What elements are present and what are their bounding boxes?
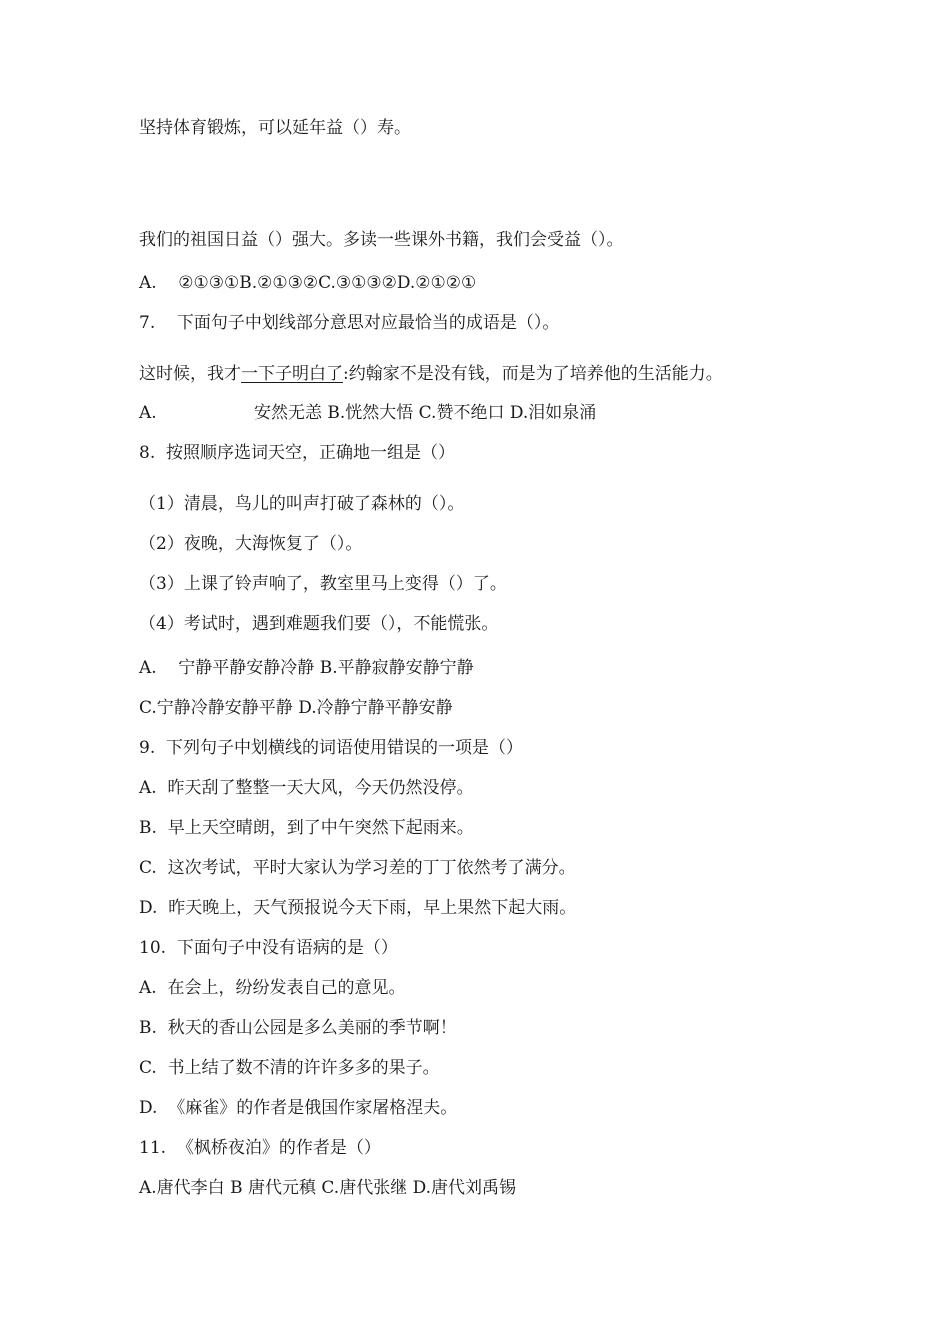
question-9: 9. 下列句子中划横线的词语使用错误的一项是（）: [139, 738, 524, 758]
underlined-phrase: 一下子明白了: [241, 364, 343, 384]
answer-option: B. 秋天的香山公园是多么美丽的季节啊！: [139, 1018, 457, 1038]
answer-options: C.宁静冷静安静平静 D.冷静宁静平静安静: [139, 698, 453, 718]
list-item: （2）夜晚，大海恢复了（）。: [139, 534, 363, 554]
answer-option: D. 《麻雀》的作者是俄国作家屠格涅夫。: [139, 1098, 458, 1118]
list-item: （3）上课了铃声响了，教室里马上变得（）了。: [139, 574, 507, 594]
answer-option: B. 早上天空晴朗，到了中午突然下起雨来。: [139, 818, 474, 838]
answer-options: A. ②①③①B.②①③②C.③①③②D.②①②①: [139, 273, 477, 293]
question-7: 7. 下面句子中划线部分意思对应最恰当的成语是（）。: [139, 313, 560, 333]
answer-option: C. 这次考试，平时大家认为学习差的丁丁依然考了满分。: [139, 858, 576, 878]
answer-option: D. 昨天晚上，天气预报说今天下雨，早上果然下起大雨。: [139, 898, 577, 918]
question-11: 11. 《枫桥夜泊》的作者是（）: [139, 1138, 381, 1158]
list-item: （4）考试时，遇到难题我们要（），不能慌张。: [139, 614, 499, 634]
list-item: （1）清晨，鸟儿的叫声打破了森林的（）。: [139, 494, 465, 514]
question-7-sentence: [139, 362, 723, 386]
question-10: 10. 下面句子中没有语病的是（）: [139, 938, 398, 958]
sentence-part: :约翰家不是没有钱，而是为了培养他的生活能力。: [343, 364, 723, 384]
answer-options: A.唐代李白 B 唐代元稹 C.唐代张继 D.唐代刘禹锡: [139, 1178, 517, 1198]
sentence-line: 坚持体育锻炼，可以延年益（）寿。: [139, 118, 411, 138]
question-8: 8. 按照顺序选词天空，正确地一组是（）: [139, 443, 456, 463]
answer-option: C. 书上结了数不清的许许多多的果子。: [139, 1058, 440, 1078]
sentence-part: 这时候，我才: [139, 364, 241, 384]
answer-option: A. 昨天刮了整整一天大风，今天仍然没停。: [139, 778, 474, 798]
answer-options: A. 安然无恙 B.恍然大悟 C.赞不绝口 D.泪如泉涌: [139, 403, 597, 423]
answer-options: A. 宁静平静安静冷静 B.平静寂静安静宁静: [139, 658, 474, 678]
answer-option: A. 在会上，纷纷发表自己的意见。: [139, 978, 406, 998]
sentence-line: 我们的祖国日益（）强大。多读一些课外书籍，我们会受益（）。: [139, 230, 624, 250]
